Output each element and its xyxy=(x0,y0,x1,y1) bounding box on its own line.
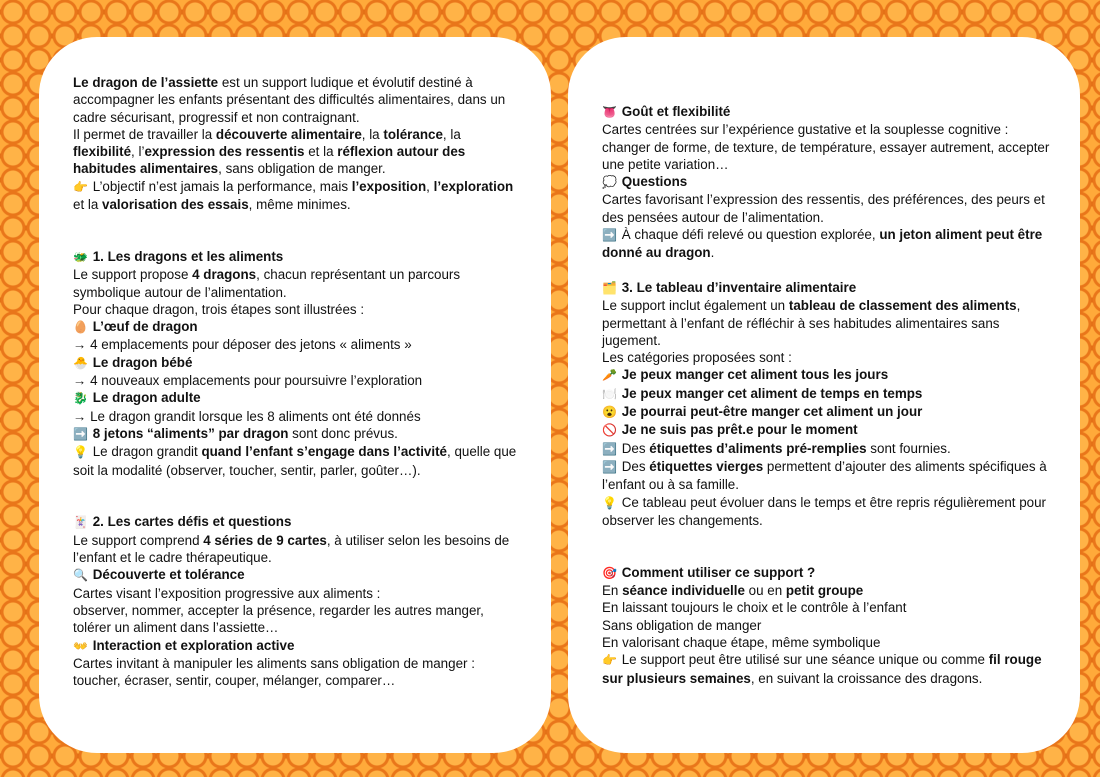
open-hands-icon: 👐 xyxy=(73,638,88,653)
arrow-right-icon: ➡️ xyxy=(602,228,617,243)
magnifier-icon: 🔍 xyxy=(73,568,88,583)
intro-section xyxy=(73,74,521,213)
arrow-right-icon: ➡️ xyxy=(602,441,617,456)
dragon-icon: 🐉 xyxy=(73,391,88,406)
section-inventory: 🗂️ 3. Le tableau d’inventaire alimentaire Le support inclut également un tableau de classement des aliments, permettant à l’enfant de réfléchir à ses habitudes alimentaires sans jugement. Les catégories proposées sont : 🥕 Je peux manger cet aliment tous les jours 🍽️ Je peux manger cet aliment de temps en temps 😮 Je pourrai peut-être manger cet aliment un jour 🚫 Je ne suis pas prêt.e pour le moment ➡️ Des étiquettes d’aliments pré-remplies sont fournies. ➡️ Des étiquettes vierges permettent d’ajouter des aliments spécifiques à l’enfant ou à sa famille. 💡 Ce tableau peut évoluer dans le temps et être repris régulièrement pour observer les changements. xyxy=(602,279,1052,529)
stage-adult-title: 🐉 Le dragon adulte xyxy=(73,389,521,407)
tokens-note: ➡️ 8 jetons “aliments” par dragon sont donc prévus. xyxy=(73,425,521,443)
right-panel xyxy=(568,37,1080,753)
surprised-face-icon: 😮 xyxy=(602,405,617,420)
intro-goals: Il permet de travailler la découverte alimentaire, la tolérance, la flexibilité, l’expression des ressentis et la réflexion autour des habitudes alimentaires, sans obligation de manger. xyxy=(73,126,466,177)
tongue-icon: 👅 xyxy=(602,105,617,119)
left-panel xyxy=(39,37,551,753)
section-title: 🎯 Comment utiliser ce support ? xyxy=(602,564,1052,582)
lightbulb-icon: 💡 xyxy=(602,495,617,510)
section-cards: 🃏 2. Les cartes défis et questions Le support comprend 4 séries de 9 cartes, à utiliser selon les besoins de l’enfant et le cadre thérapeutique. 🔍 Découverte et tolérance Cartes visant l’exposition progressive aux aliments : observer, nommer, accepter la présence, regarder les autres manger, tolérer un aliment dans l’assiette… 👐 Interaction et exploration active Cartes invitant à manipuler les aliments sans obligation de manger : toucher, écraser, sentir, couper, mélanger, comparer… xyxy=(73,513,521,689)
carrot-icon: 🥕 xyxy=(602,368,617,383)
card-series-taste: 👅 Goût et flexibilité Cartes centrées sur l’expérience gustative et la souplesse cognitive : changer de forme, de texture, de température, essayer autrement, accepter une petite variation… xyxy=(602,104,1050,172)
section-title: 🐲 1. Les dragons et les aliments xyxy=(73,248,521,266)
dragon-face-icon: 🐲 xyxy=(73,249,88,264)
card-series-questions: 💭 Questions Cartes favorisant l’expression des ressentis, des préférences, des peurs et des pensées autour de l’alimentation. ➡️ À chaque défi relevé ou question explorée, un jeton aliment peut être donné au dragon. xyxy=(602,174,1045,261)
arrow-right-icon: ➡️ xyxy=(602,459,617,474)
hatching-chick-icon: 🐣 xyxy=(73,355,88,370)
stage-baby-title: 🐣 Le dragon bébé xyxy=(73,354,521,372)
growth-note: 💡 Le dragon grandit quand l’enfant s’engage dans l’activité, quelle que soit la modalité (observer, toucher, sentir, parler, goûter…). xyxy=(73,444,517,478)
section-title: 🃏 2. Les cartes défis et questions xyxy=(73,513,521,531)
card-series-discovery: 🔍 Découverte et tolérance xyxy=(73,566,521,584)
thought-bubble-icon: 💭 xyxy=(602,175,617,190)
intro-paragraph: Le dragon de l’assiette est un support ludique et évolutif destiné à accompagner les enfants présentant des difficultés alimentaires, dans un cadre sécurisant, progressif et non contraignant. xyxy=(73,75,506,125)
cards-icon: 🃏 xyxy=(73,515,88,530)
category-maybe-one-day: 😮 Je pourrai peut-être manger cet aliment un jour xyxy=(602,403,1052,421)
target-icon: 🎯 xyxy=(602,565,617,580)
category-sometimes: 🍽️ Je peux manger cet aliment de temps en temps xyxy=(602,385,1052,403)
category-every-day: 🥕 Je peux manger cet aliment tous les jours xyxy=(602,366,1052,384)
intro-objective: 👉 L’objectif n’est jamais la performance, mais l’exposition, l’exploration et la valorisation des essais, même minimes. xyxy=(73,178,514,213)
section-dragons: 🐲 1. Les dragons et les aliments Le support propose 4 dragons, chacun représentant un parcours symbolique autour de l’alimentation. Pour chaque dragon, trois étapes sont illustrées : 🥚 L’œuf de dragon → 4 emplacements pour déposer des jetons « aliments » 🐣 Le dragon bébé → 4 nouveaux emplacements pour poursuivre l’exploration 🐉 Le dragon adulte → Le dragon grandit lorsque les 8 aliments ont été donnés ➡️ 8 jetons “aliments” par dragon sont donc prévus. 💡 Le dragon grandit quand l’enfant s’engage dans l’activité, quelle que soit la modalité (observer, toucher, sentir, parler, goûter…). xyxy=(73,248,521,479)
section-title: 🗂️ 3. Le tableau d’inventaire alimentaire xyxy=(602,279,1052,297)
section-usage: 🎯 Comment utiliser ce support ? En séance individuelle ou en petit groupe En laissant toujours le choix et le contrôle à l’enfant Sans obligation de manger En valorisant chaque étape, même symbolique 👉 Le support peut être utilisé sur une séance unique ou comme fil rouge sur plusieurs semaines, en suivant la croissance des dragons. xyxy=(602,564,1052,687)
folder-icon: 🗂️ xyxy=(602,280,617,295)
plate-cutlery-icon: 🍽️ xyxy=(602,386,617,401)
prohibited-icon: 🚫 xyxy=(602,423,617,438)
lightbulb-icon: 💡 xyxy=(73,445,88,460)
card-series-interaction: 👐 Interaction et exploration active xyxy=(73,637,521,655)
pointing-hand-icon: 👉 xyxy=(73,179,88,194)
pointing-hand-icon: 👉 xyxy=(602,653,617,668)
egg-icon: 🥚 xyxy=(73,320,88,335)
arrow-right-icon: ➡️ xyxy=(73,426,88,441)
category-not-ready: 🚫 Je ne suis pas prêt.e pour le moment xyxy=(602,421,1052,439)
stage-egg-title: 🥚 L’œuf de dragon xyxy=(73,318,521,336)
product-name: Le dragon de l’assiette xyxy=(73,75,219,90)
